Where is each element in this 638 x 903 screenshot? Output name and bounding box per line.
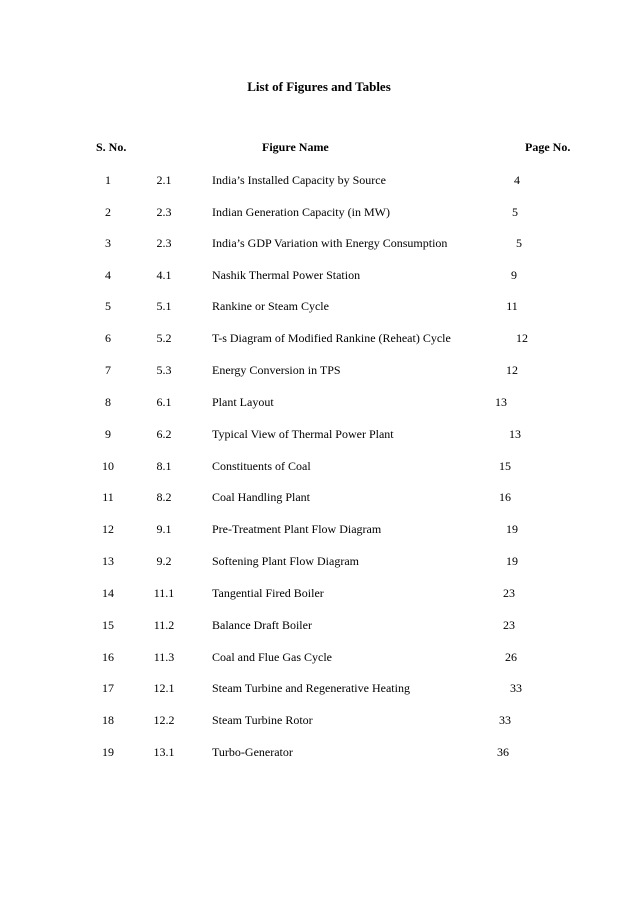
figure-number: 13.1 bbox=[153, 745, 175, 759]
figure-name: India’s GDP Variation with Energy Consumption bbox=[212, 236, 448, 250]
page-number: 16 bbox=[499, 490, 511, 504]
figure-number: 11.1 bbox=[153, 586, 175, 600]
figure-number: 2.3 bbox=[156, 205, 172, 219]
serial-number: 4 bbox=[105, 268, 111, 282]
figure-number: 4.1 bbox=[156, 268, 172, 282]
figure-number: 11.2 bbox=[153, 618, 175, 632]
list-item bbox=[0, 331, 638, 347]
serial-number: 12 bbox=[102, 522, 114, 536]
figure-number: 5.3 bbox=[156, 363, 172, 377]
list-item bbox=[0, 745, 638, 761]
figure-name: Plant Layout bbox=[212, 395, 274, 409]
serial-number: 5 bbox=[105, 299, 111, 313]
page-number: 5 bbox=[512, 205, 518, 219]
page-number: 4 bbox=[514, 173, 520, 187]
page-number: 19 bbox=[506, 554, 518, 568]
list-item bbox=[0, 650, 638, 666]
page-number: 13 bbox=[495, 395, 507, 409]
page-number: 12 bbox=[506, 363, 518, 377]
list-item bbox=[0, 459, 638, 475]
header-figure-name: Figure Name bbox=[262, 140, 329, 154]
serial-number: 11 bbox=[102, 490, 114, 504]
serial-number: 18 bbox=[102, 713, 114, 727]
page-number: 5 bbox=[516, 236, 522, 250]
serial-number: 15 bbox=[102, 618, 114, 632]
list-item bbox=[0, 586, 638, 602]
serial-number: 2 bbox=[105, 205, 111, 219]
serial-number: 16 bbox=[102, 650, 114, 664]
page-number: 15 bbox=[499, 459, 511, 473]
page-number: 13 bbox=[509, 427, 521, 441]
serial-number: 1 bbox=[105, 173, 111, 187]
document-title: List of Figures and Tables bbox=[247, 79, 391, 94]
list-item bbox=[0, 299, 638, 315]
page-number: 26 bbox=[505, 650, 517, 664]
page-number: 23 bbox=[503, 586, 515, 600]
figure-name: Steam Turbine Rotor bbox=[212, 713, 313, 727]
figure-name: Tangential Fired Boiler bbox=[212, 586, 324, 600]
figure-name: T-s Diagram of Modified Rankine (Reheat) Cycle bbox=[212, 331, 451, 345]
figure-name: Typical View of Thermal Power Plant bbox=[212, 427, 394, 441]
figure-number: 9.1 bbox=[156, 522, 172, 536]
figure-number: 6.2 bbox=[156, 427, 172, 441]
list-item bbox=[0, 681, 638, 697]
serial-number: 8 bbox=[105, 395, 111, 409]
serial-number: 7 bbox=[105, 363, 111, 377]
figure-number: 5.2 bbox=[156, 331, 172, 345]
figure-number: 2.1 bbox=[156, 173, 172, 187]
figure-number: 11.3 bbox=[153, 650, 175, 664]
list-item bbox=[0, 490, 638, 506]
figure-number: 6.1 bbox=[156, 395, 172, 409]
list-item bbox=[0, 395, 638, 411]
figure-name: Coal Handling Plant bbox=[212, 490, 310, 504]
serial-number: 17 bbox=[102, 681, 114, 695]
figure-number: 9.2 bbox=[156, 554, 172, 568]
figure-name: Indian Generation Capacity (in MW) bbox=[212, 205, 390, 219]
list-item bbox=[0, 268, 638, 284]
page-number: 36 bbox=[497, 745, 509, 759]
serial-number: 9 bbox=[105, 427, 111, 441]
serial-number: 3 bbox=[105, 236, 111, 250]
list-item bbox=[0, 522, 638, 538]
list-item bbox=[0, 363, 638, 379]
figure-name: Nashik Thermal Power Station bbox=[212, 268, 361, 282]
figure-name: Energy Conversion in TPS bbox=[212, 363, 341, 377]
serial-number: 10 bbox=[102, 459, 114, 473]
page-number: 23 bbox=[503, 618, 515, 632]
header-sno: S. No. bbox=[96, 140, 127, 154]
figure-name: Turbo-Generator bbox=[212, 745, 293, 759]
figure-number: 2.3 bbox=[156, 236, 172, 250]
figure-name: Balance Draft Boiler bbox=[212, 618, 312, 632]
serial-number: 6 bbox=[105, 331, 111, 345]
serial-number: 13 bbox=[102, 554, 114, 568]
serial-number: 14 bbox=[102, 586, 114, 600]
serial-number: 19 bbox=[102, 745, 114, 759]
list-item bbox=[0, 205, 638, 221]
page-number: 33 bbox=[499, 713, 511, 727]
page-number: 9 bbox=[511, 268, 517, 282]
figure-number: 12.2 bbox=[153, 713, 175, 727]
page-number: 33 bbox=[510, 681, 522, 695]
figure-name: Rankine or Steam Cycle bbox=[212, 299, 329, 313]
figure-number: 5.1 bbox=[156, 299, 172, 313]
figure-name: Pre-Treatment Plant Flow Diagram bbox=[212, 522, 382, 536]
figure-name: Constituents of Coal bbox=[212, 459, 311, 473]
figure-name: Steam Turbine and Regenerative Heating bbox=[212, 681, 410, 695]
header-page-no: Page No. bbox=[525, 140, 571, 154]
page-number: 11 bbox=[506, 299, 518, 313]
list-item bbox=[0, 554, 638, 570]
figure-number: 12.1 bbox=[153, 681, 175, 695]
list-item bbox=[0, 713, 638, 729]
figure-number: 8.2 bbox=[156, 490, 172, 504]
figure-number: 8.1 bbox=[156, 459, 172, 473]
list-item bbox=[0, 427, 638, 443]
list-item bbox=[0, 173, 638, 189]
list-item bbox=[0, 618, 638, 634]
page-number: 19 bbox=[506, 522, 518, 536]
page-number: 12 bbox=[516, 331, 528, 345]
figure-name: Softening Plant Flow Diagram bbox=[212, 554, 359, 568]
figure-name: India’s Installed Capacity by Source bbox=[212, 173, 386, 187]
list-item bbox=[0, 236, 638, 252]
figure-name: Coal and Flue Gas Cycle bbox=[212, 650, 332, 664]
